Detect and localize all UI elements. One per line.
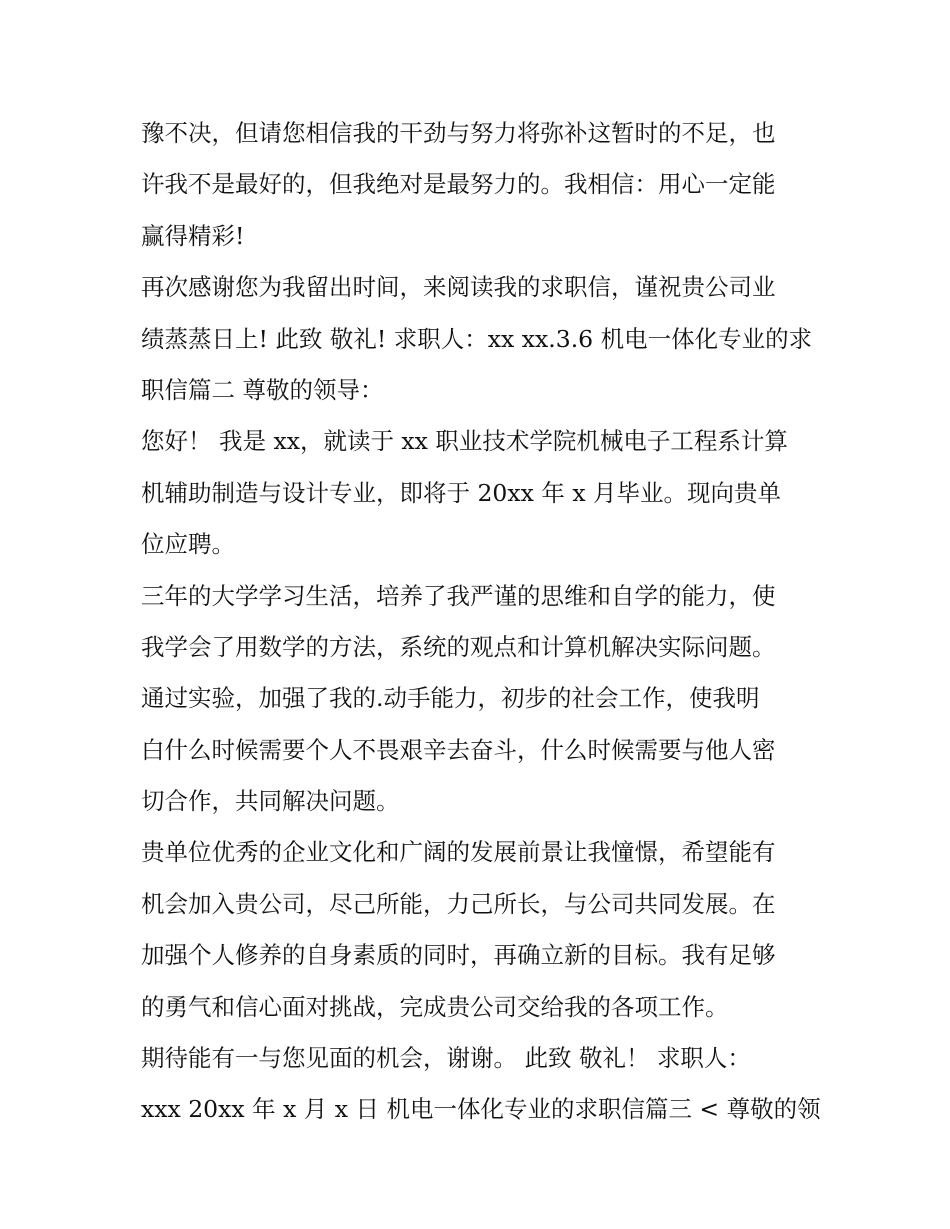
text-line: 期待能有一与您见面的机会，谢谢。 此致 敬礼！ 求职人： <box>141 1044 751 1073</box>
text-line: 加强个人修养的自身素质的同时，再确立新的目标。我有足够 <box>141 941 776 970</box>
text-line: 职信篇二 尊敬的领导： <box>141 375 384 404</box>
text-line: 绩蒸蒸日上! 此致 敬礼! 求职人：xx xx.3.6 机电一体化专业的求 <box>141 324 813 353</box>
text-line: 通过实验，加强了我的.动手能力，初步的社会工作，使我明 <box>141 684 760 713</box>
text-line: 白什么时候需要个人不畏艰辛去奋斗，什么时候需要与他人密 <box>141 735 776 764</box>
text-line: 贵单位优秀的企业文化和广阔的发展前景让我憧憬，希望能有 <box>141 838 776 867</box>
text-line: 赢得精彩! <box>141 221 245 250</box>
text-line: 豫不决，但请您相信我的干劲与努力将弥补这暂时的不足，也 <box>141 119 776 147</box>
text-line: 我学会了用数学的方法，系统的观点和计算机解决实际问题。 <box>141 632 776 661</box>
text-line: 机辅助制造与设计专业，即将于 20xx 年 x 月毕业。现向贵单 <box>141 478 782 507</box>
text-line: 三年的大学学习生活，培养了我严谨的思维和自学的能力，使 <box>141 581 776 610</box>
text-line: 的勇气和信心面对挑战，完成贵公司交给我的各项工作。 <box>141 992 729 1021</box>
text-line: 机会加入贵公司，尽己所能，力己所长，与公司共同发展。在 <box>141 889 776 918</box>
text-line: 您好！ 我是 xx，就读于 xx 职业技术学院机械电子工程系计算 <box>141 427 788 456</box>
text-line: 切合作，共同解决问题。 <box>141 787 400 816</box>
text-line: 许我不是最好的，但我绝对是最努力的。我相信：用心一定能 <box>141 170 776 199</box>
text-line: 位应聘。 <box>141 530 235 559</box>
text-line: 再次感谢您为我留出时间，来阅读我的求职信，谨祝贵公司业 <box>141 273 776 302</box>
text-line: xxx 20xx 年 x 月 x 日 机电一体化专业的求职信篇三 < 尊敬的领 <box>141 1095 821 1124</box>
letter-body <box>141 108 821 1136</box>
